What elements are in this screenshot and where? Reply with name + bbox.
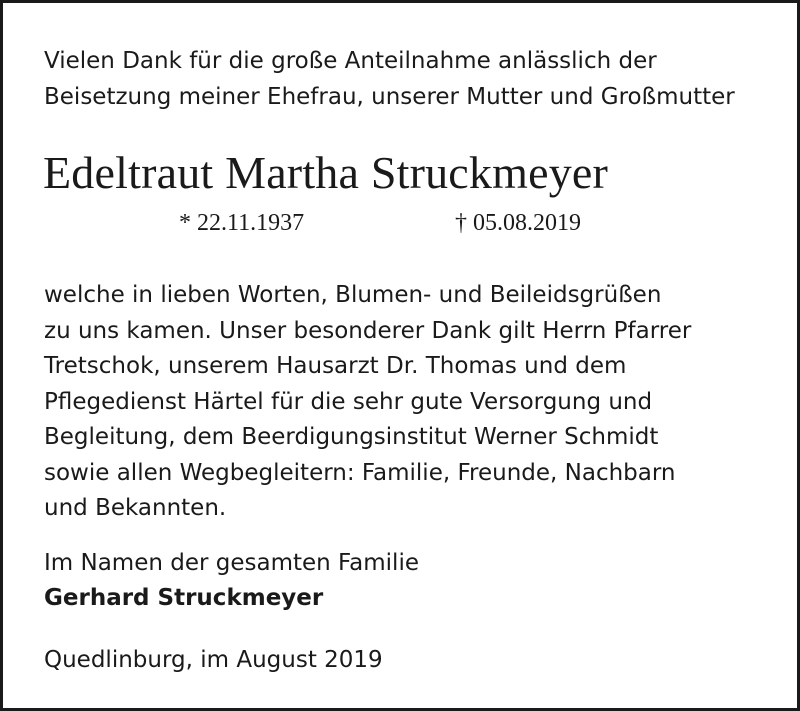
thanks-line-7: und Bekannten.: [44, 495, 227, 521]
on-behalf-text: Im Namen der gesamten Familie: [44, 550, 419, 576]
thanks-line-2: zu uns kamen. Unser besonderer Dank gilt Herrn Pfarrer: [44, 317, 692, 344]
death-date: † 05.08.2019: [455, 210, 581, 236]
thanks-line-1: welche in lieben Worten, Blumen- und Beileidsgrüßen: [44, 282, 662, 308]
deceased-name: Edeltraut Martha Struckmeyer: [43, 147, 609, 198]
intro-line-2: Beisetzung meiner Ehefrau, unserer Mutter und Großmutter: [44, 84, 735, 110]
thanks-line-3: Tretschok, unserem Hausarzt Dr. Thomas und dem: [44, 353, 627, 379]
intro-line-1: Vielen Dank für die große Anteilnahme anlässlich der: [44, 48, 657, 74]
intro-text: [44, 43, 735, 115]
thanks-line-4: Pflegedienst Härtel für die sehr gute Versorgung und: [44, 388, 653, 415]
thanks-line-5: Begleitung, dem Beerdigungsinstitut Werner Schmidt: [44, 424, 659, 450]
thanks-text: [44, 278, 691, 527]
place-date: Quedlinburg, im August 2019: [44, 647, 383, 673]
thanks-line-6: sowie allen Wegbegleitern: Familie, Freunde, Nachbarn: [44, 459, 676, 486]
signature-block: [44, 546, 419, 616]
birth-date: * 22.11.1937: [179, 210, 305, 236]
signer-name: Gerhard Struckmeyer: [44, 585, 324, 611]
